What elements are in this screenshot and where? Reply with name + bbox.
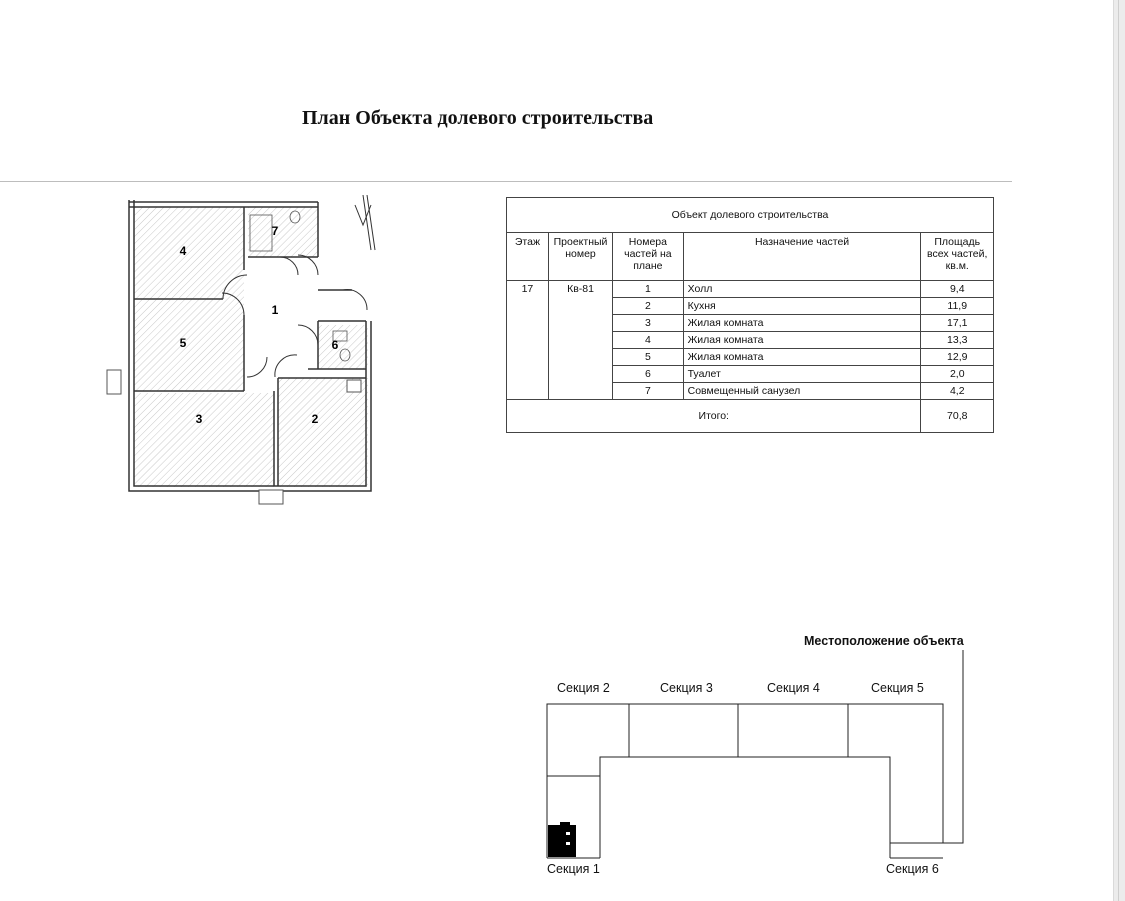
- part-number: 7: [613, 383, 683, 400]
- room-number-3: 3: [195, 412, 203, 426]
- part-area: 11,9: [921, 298, 994, 315]
- part-area: 12,9: [921, 349, 994, 366]
- total-label: Итого:: [507, 400, 921, 433]
- part-purpose: Совмещенный санузел: [683, 383, 921, 400]
- section-3-label: Секция 3: [660, 681, 713, 695]
- part-purpose: Жилая комната: [683, 349, 921, 366]
- room-number-6: 6: [331, 338, 339, 352]
- total-value: 70,8: [921, 400, 994, 433]
- table-row: [507, 281, 994, 298]
- room-3-area: [134, 393, 274, 487]
- part-number: 3: [613, 315, 683, 332]
- page-edge-line: [1118, 0, 1119, 901]
- total-row: [507, 400, 994, 433]
- part-number: 4: [613, 332, 683, 349]
- header-part-numbers: Номера частей на плане: [613, 233, 683, 281]
- room-number-5: 5: [179, 336, 187, 350]
- room-number-7: 7: [271, 224, 279, 238]
- section-4-label: Секция 4: [767, 681, 820, 695]
- header-project-number: Проектный номер: [548, 233, 612, 281]
- header-purpose: Назначение частей: [683, 233, 921, 281]
- table-caption: Объект долевого строительства: [507, 198, 994, 233]
- part-number: 6: [613, 366, 683, 383]
- part-area: 4,2: [921, 383, 994, 400]
- apartment-location-marker: [548, 822, 576, 857]
- part-area: 17,1: [921, 315, 994, 332]
- floor-plan: [105, 195, 377, 507]
- building-outline: [547, 704, 943, 858]
- part-purpose: Туалет: [683, 366, 921, 383]
- page-scroll-edge: [1113, 0, 1125, 901]
- part-area: 2,0: [921, 366, 994, 383]
- room-7-area: [248, 207, 318, 257]
- room-5-area: [134, 299, 244, 391]
- parts-table: [506, 197, 994, 433]
- document-title: План Объекта долевого строительства: [302, 107, 654, 129]
- part-purpose: Жилая комната: [683, 315, 921, 332]
- part-number: 1: [613, 281, 683, 298]
- building-site-plan: [540, 640, 970, 870]
- room-number-1: 1: [271, 303, 279, 317]
- part-number: 2: [613, 298, 683, 315]
- header-area: Площадь всех частей, кв.м.: [921, 233, 994, 281]
- floor-value: 17: [507, 281, 549, 400]
- room-number-4: 4: [179, 244, 187, 258]
- section-2-label: Секция 2: [557, 681, 610, 695]
- title-divider: [0, 181, 1012, 182]
- room-number-2: 2: [311, 412, 319, 426]
- part-number: 5: [613, 349, 683, 366]
- room-6-area: [318, 325, 368, 369]
- part-area: 9,4: [921, 281, 994, 298]
- part-area: 13,3: [921, 332, 994, 349]
- part-purpose: Жилая комната: [683, 332, 921, 349]
- location-leader-line: [943, 650, 963, 843]
- part-purpose: Холл: [683, 281, 921, 298]
- project-number-value: Кв-81: [548, 281, 612, 400]
- section-1-label: Секция 1: [547, 862, 600, 876]
- header-floor: Этаж: [507, 233, 549, 281]
- location-title: Местоположение объекта: [804, 634, 964, 648]
- part-purpose: Кухня: [683, 298, 921, 315]
- section-5-label: Секция 5: [871, 681, 924, 695]
- room-2-area: [278, 378, 368, 487]
- section-6-label: Секция 6: [886, 862, 939, 876]
